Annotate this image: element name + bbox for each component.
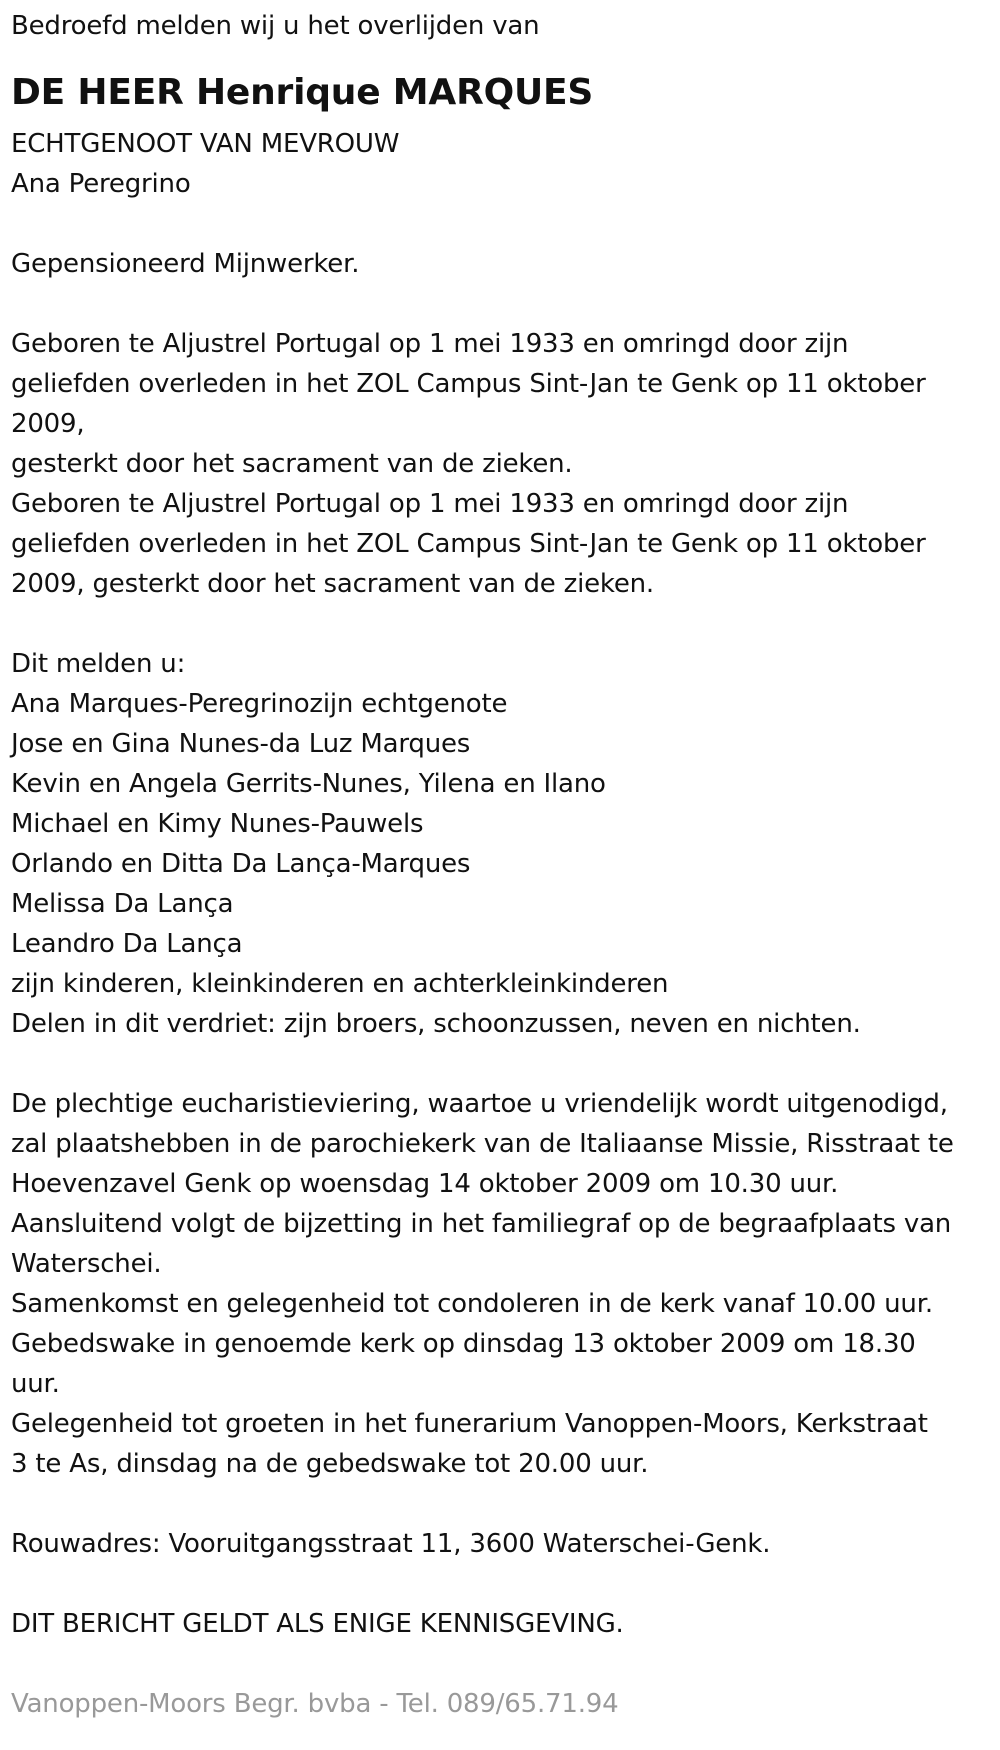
- ceremony-section: [11, 1084, 1000, 1484]
- ceremony-line: Samenkomst en gelegenheid tot condoleren in de kerk vanaf 10.00 uur.: [11, 1289, 933, 1319]
- ceremony-line: zal plaatshebben in de parochiekerk van de Italiaanse Missie, Risstraat te: [11, 1129, 954, 1159]
- deceased-name: DE HEER Henrique MARQUES: [11, 72, 594, 113]
- birth-death-line: Geboren te Aljustrel Portugal op 1 mei 1933 en omringd door zijn: [11, 329, 849, 359]
- ceremony-line: Gebedswake in genoemde kerk op dinsdag 13 oktober 2009 om 18.30: [11, 1329, 916, 1359]
- ceremony-line: Waterschei.: [11, 1249, 162, 1279]
- spacer: [11, 604, 1000, 644]
- ceremony-line: Aansluitend volgt de bijzetting in het familiegraf op de begraafplaats van: [11, 1209, 952, 1239]
- funeral-home-footer: Vanoppen-Moors Begr. bvba - Tel. 089/65.71.94: [11, 1689, 619, 1719]
- ceremony-line: De plechtige eucharistieviering, waartoe u vriendelijk wordt uitgenodigd,: [11, 1089, 948, 1119]
- ceremony-line: 3 te As, dinsdag na de gebedswake tot 20.00 uur.: [11, 1449, 649, 1479]
- family-line: Ana Marques-Peregrinozijn echtgenote: [11, 689, 508, 719]
- birth-death-line: Geboren te Aljustrel Portugal op 1 mei 1933 en omringd door zijn: [11, 489, 849, 519]
- family-line: Kevin en Angela Gerrits-Nunes, Yilena en Ilano: [11, 769, 606, 799]
- ceremony-line: Hoevenzavel Genk op woensdag 14 oktober 2009 om 10.30 uur.: [11, 1169, 839, 1199]
- ceremony-line: Gelegenheid tot groeten in het funerarium Vanoppen-Moors, Kerkstraat: [11, 1409, 928, 1439]
- spacer: [11, 1044, 1000, 1084]
- intro-text: Bedroefd melden wij u het overlijden van: [11, 11, 540, 41]
- family-line: zijn kinderen, kleinkinderen en achterkleinkinderen: [11, 969, 669, 999]
- family-line: Delen in dit verdriet: zijn broers, schoonzussen, neven en nichten.: [11, 1009, 861, 1039]
- family-line: Leandro Da Lança: [11, 929, 243, 959]
- birth-death-line: gesterkt door het sacrament van de zieken.: [11, 449, 573, 479]
- birth-death-line: 2009,: [11, 409, 85, 439]
- spacer: [11, 1564, 1000, 1604]
- spacer: [11, 1484, 1000, 1524]
- birth-death-line: 2009, gesterkt door het sacrament van de zieken.: [11, 569, 654, 599]
- spacer: [11, 204, 1000, 244]
- family-line: Melissa Da Lança: [11, 889, 234, 919]
- birth-death-line: geliefden overleden in het ZOL Campus Sint-Jan te Genk op 11 oktober: [11, 369, 926, 399]
- notice-text: DIT BERICHT GELDT ALS ENIGE KENNISGEVING.: [11, 1609, 624, 1639]
- family-line: Dit melden u:: [11, 649, 186, 679]
- mourning-address: Rouwadres: Vooruitgangsstraat 11, 3600 Waterschei-Genk.: [11, 1529, 771, 1559]
- family-line: Jose en Gina Nunes-da Luz Marques: [11, 729, 471, 759]
- birth-death-section: [11, 324, 1000, 604]
- ceremony-line: uur.: [11, 1369, 60, 1399]
- family-line: Michael en Kimy Nunes-Pauwels: [11, 809, 424, 839]
- spouse-name: Ana Peregrino: [11, 169, 191, 199]
- spacer: [11, 284, 1000, 324]
- spouse-label: ECHTGENOOT VAN MEVROUW: [11, 129, 400, 159]
- birth-death-line: geliefden overleden in het ZOL Campus Sint-Jan te Genk op 11 oktober: [11, 529, 926, 559]
- family-section: [11, 644, 1000, 1044]
- profession-text: Gepensioneerd Mijnwerker.: [11, 249, 360, 279]
- family-line: Orlando en Ditta Da Lança-Marques: [11, 849, 471, 879]
